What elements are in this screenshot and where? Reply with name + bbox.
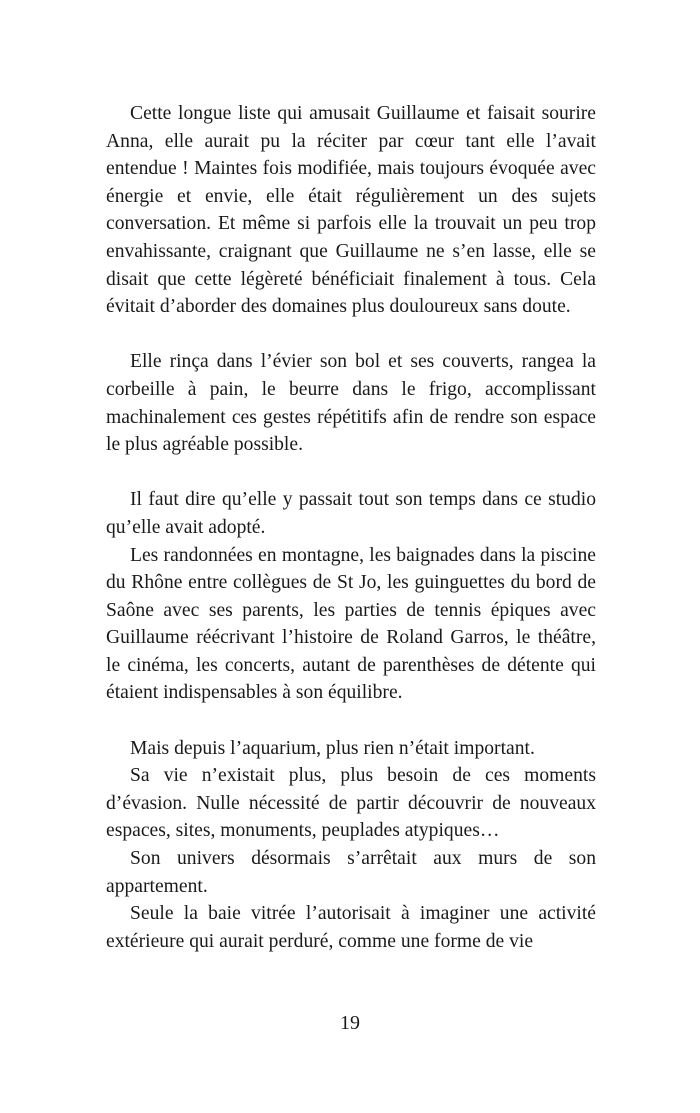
- paragraph: Son univers désormais s’arrêtait aux murs de son appartement.: [106, 848, 596, 897]
- body-text: [106, 100, 596, 955]
- paragraph: Mais depuis l’aquarium, plus rien n’était important.: [130, 737, 535, 759]
- paragraph: Seule la baie vitrée l’autorisait à imaginer une activité extérieure qui aurait perduré, comme une forme de vie: [106, 903, 596, 952]
- paragraph: Elle rinça dans l’évier son bol et ses couverts, rangea la corbeille à pain, le beurre dans le frigo, accomplissant machinalement ces gestes répétitifs afin de rendre son espace le plus agréable possible.: [106, 351, 596, 456]
- paragraph: Il faut dire qu’elle y passait tout son temps dans ce studio qu’elle avait adopté.: [106, 489, 596, 538]
- paragraph: Sa vie n’existait plus, plus besoin de ces moments d’évasion. Nulle nécessité de partir découvrir de nouveaux espaces, sites, monuments, peuplades atypiques…: [106, 765, 596, 842]
- paragraph: Les randonnées en montagne, les baignades dans la piscine du Rhône entre collègues de St Jo, les guinguettes du bord de Saône avec ses parents, les parties de tennis épiques avec Guillaume réécrivant l’histoire de Roland Garros, le théâtre, le cinéma, les concerts, autant de parenthèses de détente qui étaient indispensables à son équilibre.: [106, 544, 596, 704]
- page-number: 19: [340, 1012, 360, 1034]
- paragraph: Cette longue liste qui amusait Guillaume et faisait sourire Anna, elle aurait pu la réciter par cœur tant elle l’avait entendue ! Maintes fois modifiée, mais toujours évoquée avec énergie et envie, elle était régulièrement un des sujets conversation. Et même si parfois elle la trouvait un peu trop envahissante, craignant que Guillaume ne s’en lasse, elle se disait que cette légèreté bénéficiait finalement à tous. Cela évitait d’aborder des domaines plus douloureux sans doute.: [106, 103, 596, 318]
